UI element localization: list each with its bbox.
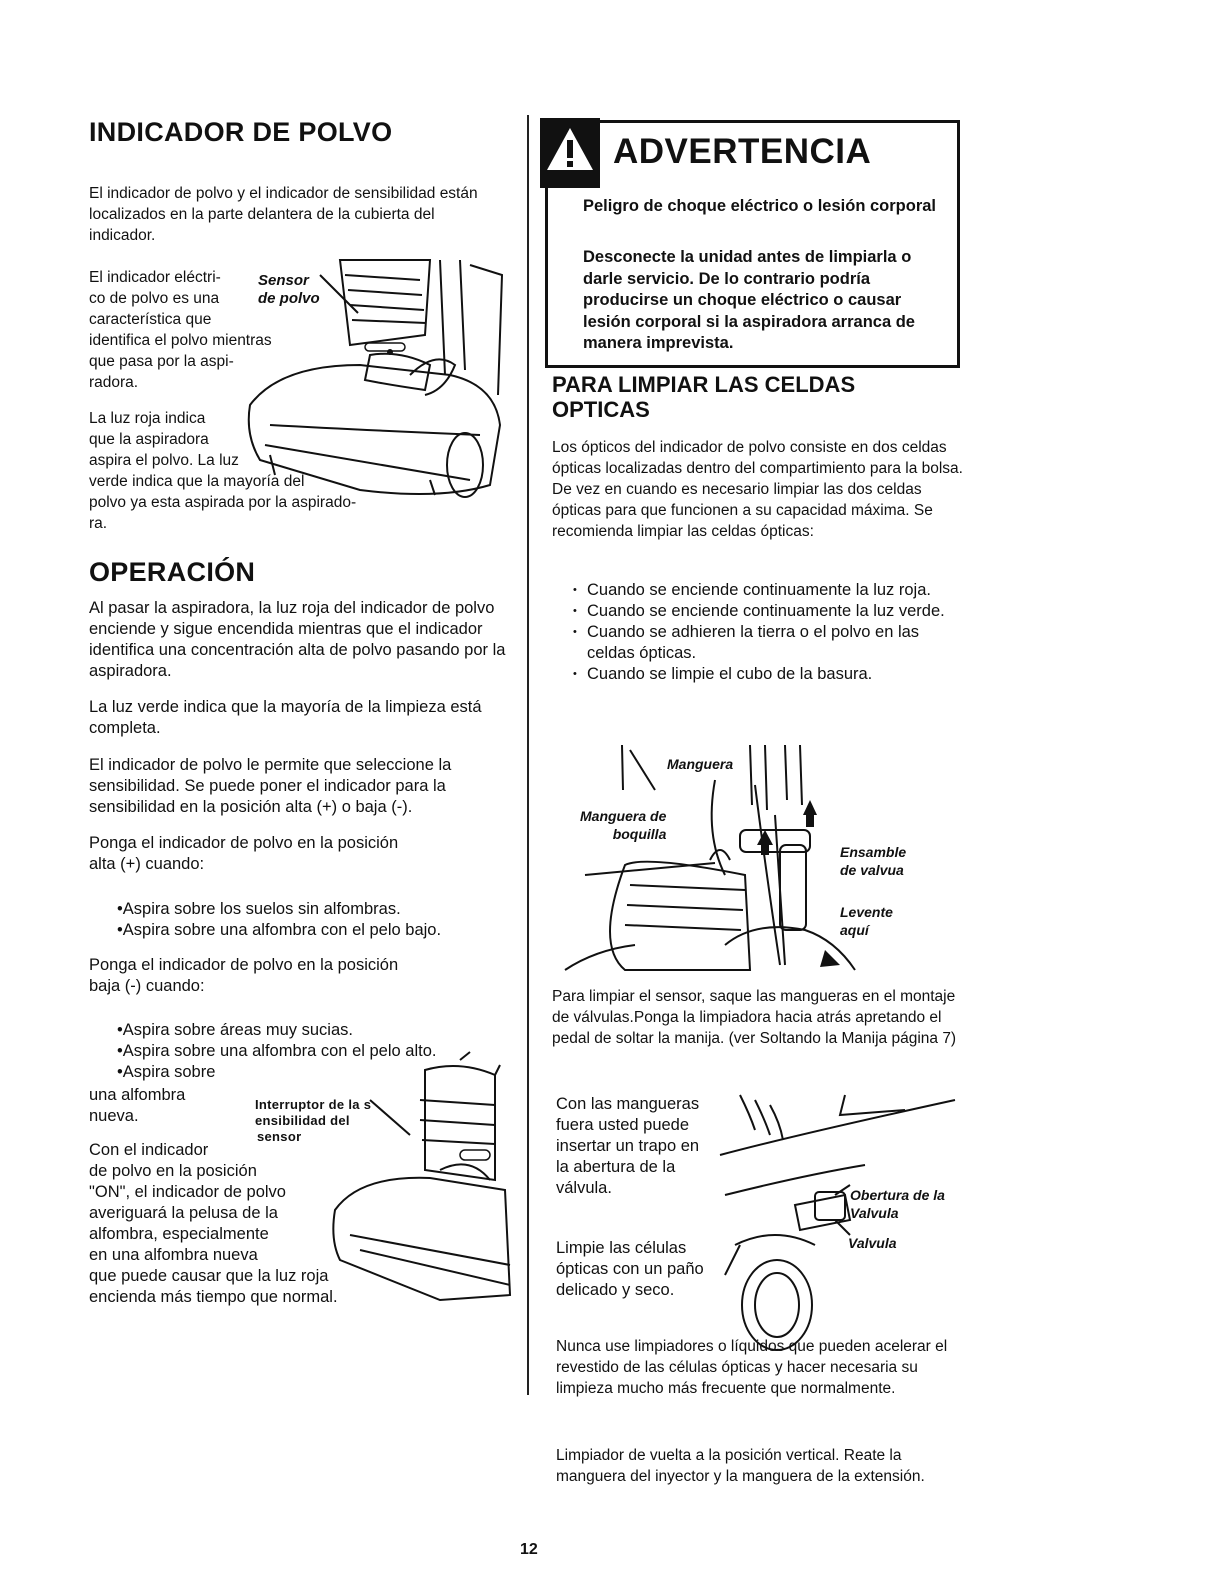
cleaning-conditions-list: [573, 580, 958, 685]
low-sensitivity-intro: Ponga el indicador de polvo en la posición baja (-) cuando:: [89, 956, 399, 995]
list-item: •Aspira sobre los suelos sin alfombras.: [117, 900, 401, 918]
description-paragraph: El indicador eléctri- co de polvo es una característica que identifica el polvo mientras que pasa por la aspi- radora.: [89, 269, 272, 391]
vacuum-sensor-illustration: [240, 255, 515, 510]
sensitivity-switch-label: Interruptor de la s ensibilidad del sensor: [255, 1097, 372, 1144]
valvula-label: Valvula: [848, 1235, 897, 1251]
list-item: • Cuando se enciende continuamente la luz verde.: [573, 601, 958, 622]
list-item: • Cuando se adhieren la tierra o el polvo en las celdas ópticas.: [573, 622, 958, 664]
sensor-cleaning-paragraph: Para limpiar el sensor, saque las mangueras en el montaje de válvulas.Ponga la limpiadora hacia atrás apretando el pedal de soltar la manija. (ver Soltando la Manija página 7): [552, 988, 957, 1047]
warning-triangle-icon: [545, 125, 595, 173]
high-sensitivity-intro: Ponga el indicador de polvo en la posición alta (+) cuando:: [89, 834, 399, 873]
list-item: • Cuando se enciende continuamente la luz roja.: [573, 580, 958, 601]
operation-paragraph-1: Al pasar la aspiradora, la luz roja del indicador de polvo enciende y sigue encendida mientras que el indicador identifica una concentración alta de polvo pasando por la aspiradora.: [89, 599, 506, 680]
vacuum-switch-illustration: [330, 1060, 515, 1315]
hoses-removed-paragraph: Con las mangueras fuera usted puede insertar un trapo en la abertura de la válvula.: [556, 1095, 700, 1197]
high-sensitivity-list: [117, 899, 441, 941]
warning-title: ADVERTENCIA: [613, 132, 872, 171]
warning-hazard: Peligro de choque eléctrico o lesión corporal: [583, 197, 937, 215]
hose-valve-illustration: [555, 745, 875, 975]
manguera-boquilla-label: Manguera de boquilla: [580, 808, 667, 842]
operation-paragraph-3: El indicador de polvo le permite que seleccione la sensibilidad. Se puede poner el indicador para la sensibilidad en la posición alta (+) o baja (-).: [89, 756, 452, 816]
section-title-indicador: INDICADOR DE POLVO: [89, 117, 393, 147]
optical-cells-intro: Los ópticos del indicador de polvo consiste en dos celdas ópticas localizadas dentro del compartimiento para la bolsa. De vez en cuando es necesario limpiar las dos celdas ópticas para que funcionen a su capacidad máxima. Se recomienda limpiar las celdas ópticas:: [552, 439, 963, 540]
page-number: 12: [520, 1541, 538, 1558]
list-item: •Aspira sobre áreas muy sucias.: [117, 1021, 353, 1039]
section-title-celdas: PARA LIMPIAR LAS CELDAS OPTICAS: [552, 372, 856, 422]
list-item: •Aspira sobre una alfombra con el pelo alto.: [117, 1042, 437, 1060]
light-paragraph: La luz roja indica que la aspiradora aspira el polvo. La luz verde indica que la mayoría del polvo ya esta aspirada por la aspirado- ra.: [89, 410, 357, 532]
column-divider: [527, 115, 529, 1395]
clean-cells-paragraph: Limpie las células ópticas con un paño delicado y seco.: [556, 1239, 704, 1299]
list-item: • Cuando se limpie el cubo de la basura.: [573, 664, 958, 685]
warning-cleaners-paragraph: Nunca use limpiadores o líquidos que pueden acelerar el revestido de las células ópticas y hacer necesaria su limpieza mucho más frecuente que normalmente.: [556, 1338, 948, 1397]
sensor-label: Sensor de polvo: [258, 272, 320, 307]
ensamble-label: Ensamble de valvua: [840, 844, 907, 878]
intro-paragraph: El indicador de polvo y el indicador de sensibilidad están localizados en la parte delantera de la cubierta del indicador.: [89, 185, 478, 244]
levente-label: Levente aquí: [840, 904, 893, 938]
obertura-label: Obertura de la Valvula: [850, 1187, 945, 1221]
on-position-paragraph: Con el indicador de polvo en la posición "ON", el indicador de polvo averiguará la pelusa de la alfombra, especialmente en una alfombra nueva que puede causar que la luz roja encienda más tiempo que normal.: [89, 1141, 338, 1306]
list-item: •Aspira sobre una alfombra con el pelo bajo.: [117, 921, 442, 939]
reassemble-paragraph: Limpiador de vuelta a la posición vertical. Reate la manguera del inyector y la manguera de la extensión.: [556, 1447, 925, 1485]
list-item: •Aspira sobre: [117, 1063, 216, 1081]
section-title-operacion: OPERACIÓN: [89, 557, 256, 587]
manguera-label: Manguera: [667, 756, 734, 772]
low-sensitivity-item-cont: una alfombra nueva.: [89, 1086, 186, 1125]
warning-instructions: Desconecte la unidad antes de limpiarla o darle servicio. De lo contrario podría producirse un choque eléctrico o causar lesión corporal si la aspiradora arranca de manera imprevista.: [583, 248, 915, 352]
operation-paragraph-2: La luz verde indica que la mayoría de la limpieza está completa.: [89, 698, 482, 737]
